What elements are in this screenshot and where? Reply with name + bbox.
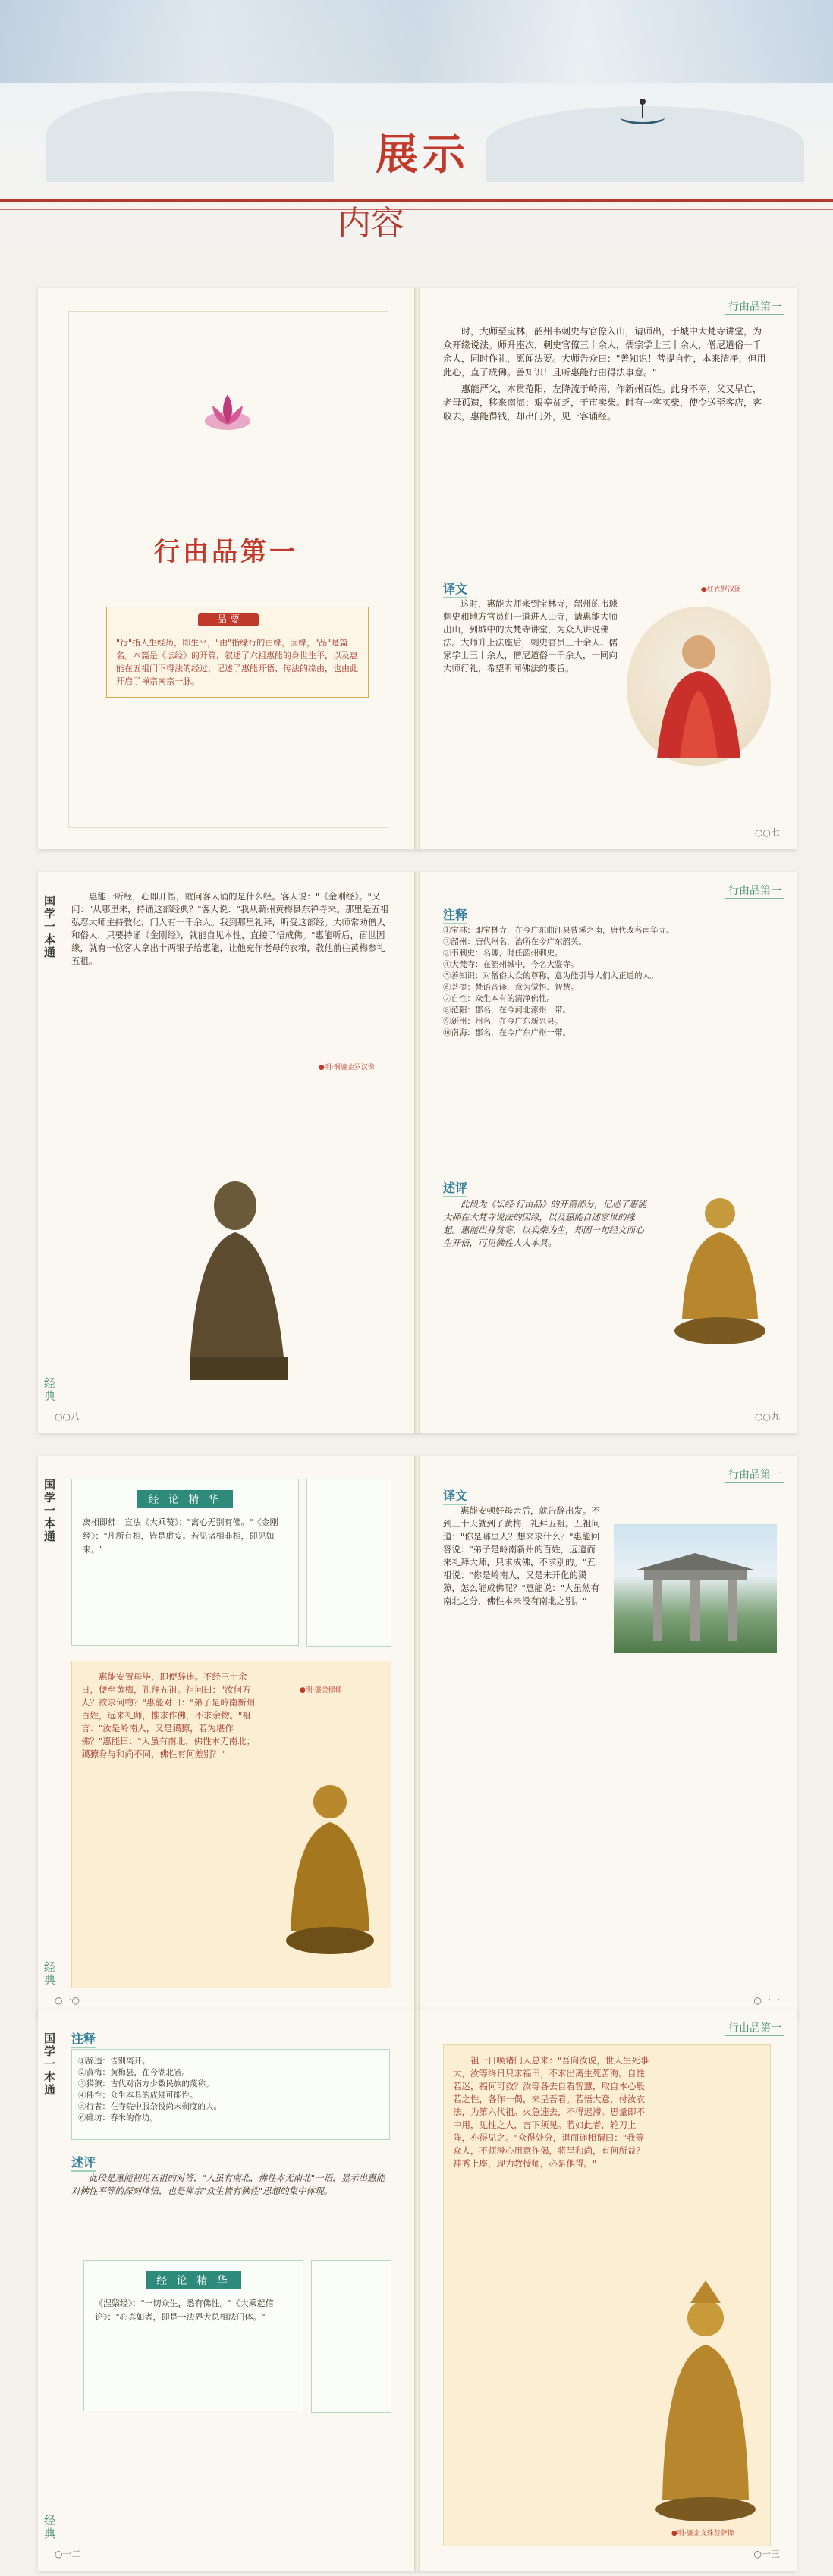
note-item: ③獦獠：古代对南方少数民族的蔑称。: [78, 2079, 214, 2088]
boat-icon: [616, 96, 669, 126]
commentary-text: 此段是惠能初见五祖的对答，"人虽有南北，佛性本无南北"一语，显示出惠能对佛性平等的深刻体悟，也是禅宗"众生皆有佛性"思想的集中体现。: [71, 2173, 385, 2196]
arhat-figure-icon: [627, 607, 771, 766]
classic-text: 时，大师至宝林，韶州韦刺史与官僚入山，请师出，于城中大梵寺讲堂，为众开缘说法。师升座次，刺史官僚三十余人，儒宗学士三十余人，僧尼道俗一千余人，同时作礼，愿闻法要。大师告众曰："善知识！菩提自性，本来清净，但用此心，直了成佛。善知识！且听惠能行由得法事意。": [443, 326, 766, 378]
note-item: ③韦刺史：名璩，时任韶州刺史。: [443, 949, 563, 958]
title-rule: [0, 199, 833, 202]
title-rule: [0, 209, 833, 210]
book-page-right: [420, 288, 797, 849]
side-title: 国学一本通: [44, 1478, 56, 1543]
classic-text: 惠能严父，本贯范阳，左降流于岭南，作新州百姓。此身不幸，父又早亡，老母孤遗，移来南海；艰辛贫乏，于市卖柴。时有一客买柴，使令送至客店，客收去，惠能得钱，却出门外，见一客诵经。: [443, 384, 762, 422]
book-spread-2: [38, 872, 797, 1433]
book-page-left: [38, 1456, 414, 2017]
note-item: ⑩南海：郡名，在今广东广州一带。: [443, 1028, 571, 1037]
running-head: 行由品第一: [725, 2020, 784, 2036]
side-note-panel: [311, 2260, 391, 2413]
page-number: ○一二: [55, 2549, 81, 2559]
note-item: ②黄梅：黄梅县，在今湖北省。: [78, 2068, 190, 2077]
mountain-shape: [46, 91, 334, 182]
translation-text: 这时，惠能大师来到宝林寺，韶州的韦璩刺史和地方官员们一道进入山寺，请惠能大师出山，到城中的大梵寺讲堂，为众人讲说佛法。大师升上法座后，刺史官员三十余人、儒家学士三十余人，僧尼道俗一千余人，一同向大师行礼，希望听闻佛法的要旨。: [443, 598, 618, 673]
text-column: [453, 2054, 650, 2173]
notes-list: [78, 2056, 383, 2124]
bronze-arhat-statue: [159, 1160, 311, 1388]
bodhisattva-icon: [649, 2273, 762, 2523]
note-item: ④佛性：众生本具的成佛可能性。: [78, 2091, 198, 2100]
side-mark: 经典: [44, 1376, 56, 1403]
temple-gate-icon: [614, 1524, 777, 1653]
page-number: ○○七: [755, 827, 780, 838]
note-item: ⑥碓坊：舂米的作坊。: [78, 2113, 158, 2123]
page-title: 展示: [376, 130, 470, 180]
figure-caption: ●明·鎏金佛像: [300, 1686, 342, 1694]
figure-caption: ●明·鎏金文殊菩萨像: [671, 2530, 734, 2537]
page-number: ○一三: [753, 2549, 780, 2559]
classic-text: 祖一日唤诸门人总来："吾向汝说，世人生死事大，汝等终日只求福田，不求出离生死苦海。自性若迷，福何可救？汝等各去自看智慧，取自本心般若之性，各作一偈，来呈吾看。若悟大意，付汝衣法，为第六代祖。火急速去，不得迟滞。思量即不中用，见性之人，言下须见。若如此者，轮刀上阵，亦得见之。"众得处分，退而递相谓曰："我等众人，不须澄心用意作偈，将呈和尚，有何所益？神秀上座，现为教授师，必是他得。": [453, 2055, 649, 2169]
book-gutter: [414, 2010, 420, 2571]
shuping-heading: 述评: [443, 1178, 467, 1197]
notes-list: [443, 925, 769, 1039]
summary-heading: 品 要: [198, 613, 259, 626]
note-item: ⑧范阳：郡名，在今河北涿州一带。: [443, 1006, 571, 1015]
box-text: 《涅槃经》："一切众生，悉有佛性。"《大乘起信论》："心真如者，即是一法界大总相法门体。": [95, 2298, 274, 2322]
box-heading: 经 论 精 华: [137, 1490, 232, 1508]
note-item: ⑨新州：州名，在今广东新兴县。: [443, 1017, 563, 1026]
zhushi-heading: 注释: [443, 905, 467, 924]
book-gutter: [414, 872, 420, 1433]
running-head: 行由品第一: [725, 299, 784, 315]
note-item: ⑤善知识：对僧俗大众的尊称，意为能引导人们入正道的人。: [443, 971, 659, 981]
page-number: ○○九: [755, 1411, 780, 1422]
sky-mist: [0, 0, 833, 83]
page-number: ○一○: [55, 1995, 80, 2006]
gilded-buddha-statue: [277, 1768, 383, 1957]
running-head: 行由品第一: [725, 1467, 784, 1483]
summary-text: "行"指人生经历，即生平，"由"指缘行的由缘，因缘，"品"是篇名。本篇是《坛经》的开篇，叙述了六祖惠能的身世生平，以及惠能在五祖门下得法的经过，记述了惠能开悟、传法的缘由，也由此开启了禅宗南宗一脉。: [116, 638, 358, 686]
notes-box: [71, 2049, 390, 2140]
shuping-heading: 述评: [71, 2153, 96, 2172]
book-gutter: [414, 1456, 420, 2017]
running-head: 行由品第一: [725, 883, 784, 899]
header-banner: [0, 0, 833, 273]
classic-text: 惠能安置母毕，即便辞违。不经三十余日，便至黄梅，礼拜五祖。祖问曰："汝何方人？欲求何物？"惠能对曰："弟子是岭南新州百姓，远来礼师，惟求作佛，不求余物。"祖言："汝是岭南人，又是獦獠，若为堪作佛？"惠能曰："人虽有南北，佛性本无南北；獦獠身与和尚不同，佛性有何差别？": [81, 1671, 256, 1759]
page-number: ○○八: [55, 1411, 80, 1422]
gilded-buddha-statue: [663, 1183, 777, 1350]
note-item: ⑤行者：在寺院中服杂役尚未剃度的人。: [78, 2102, 222, 2111]
note-item: ①宝林：即宝林寺，在今广东曲江县曹溪之南，唐代改名南华寺。: [443, 926, 674, 935]
text-column: [81, 1671, 263, 1764]
note-item: ⑥菩提：梵语音译，意为觉悟、智慧。: [443, 983, 579, 992]
book-page-left: [38, 288, 414, 849]
summary-box: [106, 607, 369, 698]
text-column: [71, 890, 390, 971]
yiwen-heading: 译文: [443, 1486, 467, 1505]
yiwen-heading: 译文: [443, 579, 467, 598]
page-subtitle: 内容: [338, 204, 404, 243]
translation-text: 惠能安顿好母亲后，就告辞出发。不到三十天就到了黄梅，礼拜五祖。五祖问道："你是哪里人？想来求什么？"惠能回答说："弟子是岭南新州的百姓，远道而来礼拜大师，只求成佛，不求别的。"五祖说："你是岭南人，又是未开化的獦獠，怎么能成佛呢？"惠能说："人虽然有南北之分，佛性本来没有南北之别。": [443, 1505, 600, 1606]
note-item: ④大梵寺：在韶州城中，今名大鉴寺。: [443, 960, 579, 969]
text-column: [443, 325, 769, 426]
book-page-right: [420, 1456, 797, 2017]
box-text: 离相即佛：宣法《大乘赞》："离心无别有佛。"《金刚经》："凡所有相，皆是虚妄。若见诸相非相，即见如来。": [83, 1517, 278, 1555]
buddha-icon: [663, 1183, 777, 1350]
book-page-left: [38, 2010, 414, 2571]
book-gutter: [414, 288, 420, 849]
book-page-right: [420, 872, 797, 1433]
side-mark: 经典: [44, 1960, 56, 1987]
classic-text-panel: [71, 1661, 391, 1988]
figure-caption: ●红衣罗汉图: [701, 586, 741, 594]
page-number: ○一一: [753, 1995, 780, 2006]
commentary-column: [443, 1198, 648, 1253]
note-item: ②韶州：唐代州名，治所在今广东韶关。: [443, 937, 586, 946]
lotus-icon: [197, 387, 258, 440]
classic-text-panel: [443, 2044, 771, 2546]
classic-essence-box: [83, 2260, 303, 2411]
box-heading-wrap: [83, 1490, 288, 1508]
book-spread-3: [38, 1456, 797, 2017]
side-title: 国学一本通: [44, 894, 56, 959]
book-spread-1: [38, 288, 797, 849]
statue-icon: [159, 1160, 311, 1388]
book-spread-4: [38, 2010, 797, 2571]
temple-gate-photo: [614, 1524, 777, 1653]
note-item: ⑦自性：众生本有的清净佛性。: [443, 994, 555, 1003]
commentary-text: 此段为《坛经·行由品》的开篇部分，记述了惠能大师在大梵寺说法的因缘，以及惠能自述家世的缘起。惠能出身贫寒，以卖柴为生，却因一句经文而心生开悟，可见佛性人人本具。: [443, 1199, 647, 1248]
text-column: [443, 1504, 602, 1611]
note-item: ①辞违：告别离开。: [78, 2057, 150, 2066]
side-title: 国学一本通: [44, 2032, 56, 2097]
translation-column: [443, 598, 618, 678]
side-mark: 经典: [44, 2514, 56, 2540]
bodhisattva-statue: [649, 2273, 762, 2523]
buddha-icon: [277, 1768, 383, 1957]
arhat-painting: [627, 607, 771, 766]
body-text: 惠能一听经，心即开悟，就问客人诵的是什么经。客人说："《金刚经》。"又问："从哪里来，持诵这部经典？"客人说："我从蕲州黄梅县东禅寺来。那里是五祖弘忍大师主持教化，门人有一千余人。我到那里礼拜，听受这部经。大师常劝僧人和俗人，只要持诵《金刚经》，就能自见本性，直接了悟成佛。"惠能听后，宿世因缘，就有一位客人拿出十两银子给惠能，让他充作老母的衣粮，教他前往黄梅参礼五祖。: [71, 891, 389, 966]
box-heading: 经 论 精 华: [146, 2271, 240, 2289]
commentary-column: [71, 2172, 390, 2201]
book-page-left: [38, 872, 414, 1433]
figure-caption: ●明·铜鎏金罗汉像: [319, 1064, 375, 1072]
classic-essence-box: [71, 1479, 299, 1646]
book-page-right: [420, 2010, 797, 2571]
side-note-panel: [306, 1479, 391, 1647]
box-heading-wrap: [95, 2271, 292, 2289]
chapter-title: 行由品第一: [154, 537, 298, 567]
zhushi-heading: 注释: [71, 2029, 96, 2048]
